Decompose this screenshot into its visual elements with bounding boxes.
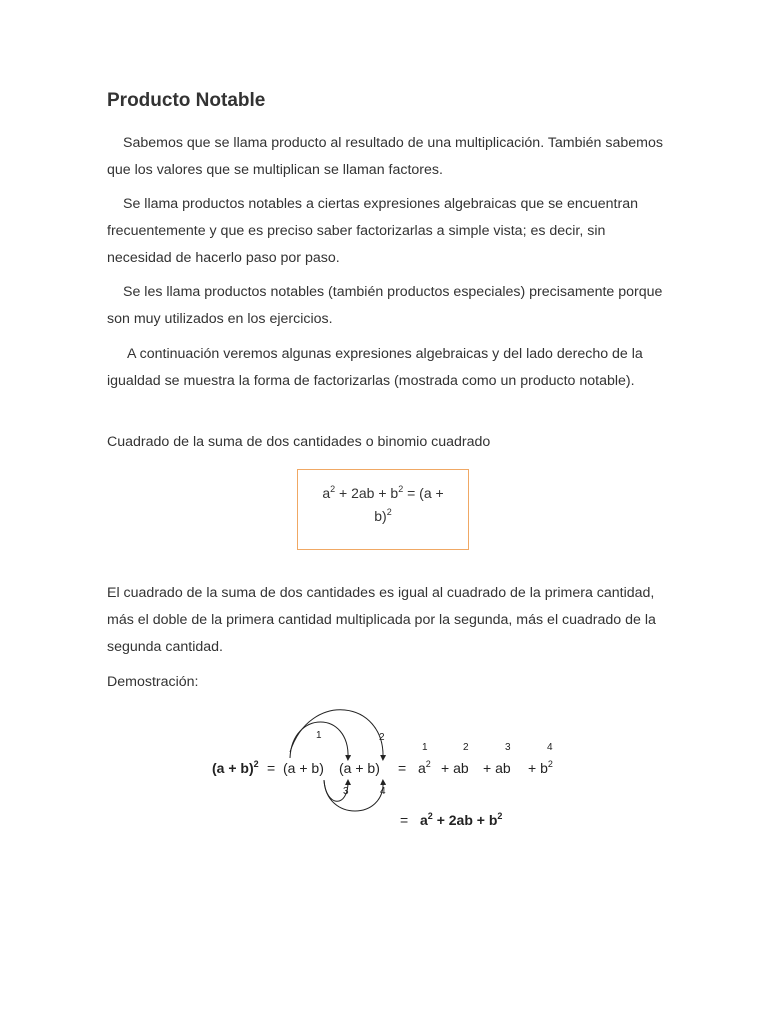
step-number-3: 3 [505, 742, 511, 753]
equals-sign-2: = [398, 760, 407, 776]
paragraph-2: Se llama productos notables a ciertas expresiones algebraicas que se encuentran frecuentemente y que es preciso saber factorizarlas a simple vista; es decir, sin necesidad de hacerlo paso por paso. [107, 196, 639, 266]
section-heading: Cuadrado de la suma de dos cantidades o binomio cuadrado [107, 434, 491, 450]
arrow-label-4: 4 [380, 786, 386, 797]
rhs-term-3: + ab [483, 760, 511, 776]
equals-sign-3: = [400, 812, 409, 828]
rhs-term-1: $a^2$ [418, 759, 431, 776]
arrow-2 [290, 710, 383, 758]
step-number-1: 1 [422, 742, 428, 753]
demonstration-label: Demostración: [107, 674, 199, 690]
rhs-term-2: + ab [441, 760, 469, 776]
factor-2: (a + b) [339, 760, 380, 776]
formula-line-1: $a^2 + 2ab + b^2 = (a$ + [322, 484, 444, 501]
arrow-label-3: 3 [343, 786, 349, 797]
step-number-4: 4 [547, 742, 553, 753]
arrow-label-2: 2 [379, 732, 385, 743]
factor-1: (a + b) [283, 760, 324, 776]
step-number-2: 2 [463, 742, 469, 753]
result-expression: $a^2 + 2ab + b^2$ [420, 811, 503, 828]
paragraph-3: Se les llama productos notables (también productos especiales) precisamente porque son muy utilizados en los ejercicios. [107, 284, 663, 327]
equals-sign-1: = [267, 760, 276, 776]
formula-line-2: b)$^2$ [374, 507, 392, 524]
demonstration-diagram [200, 700, 580, 840]
formula-box [297, 469, 469, 550]
rhs-term-4: + $b^2$ [528, 759, 553, 776]
paragraph-1: Sabemos que se llama producto al resultado de una multiplicación. También sabemos que los valores que se multiplican se llaman factores. [107, 135, 663, 178]
lhs-expression: $(a + b)^2$ [212, 759, 259, 776]
paragraph-4: A continuación veremos algunas expresiones algebraicas y del lado derecho de la igualdad se muestra la forma de factorizarlas (mostrada como un producto notable). [107, 346, 643, 389]
page-title: Producto Notable [107, 90, 266, 111]
arrow-label-1: 1 [316, 730, 322, 741]
explanation-paragraph: El cuadrado de la suma de dos cantidades es igual al cuadrado de la primera cantidad, más el doble de la primera cantidad multiplicada por la segunda, más el cuadrado de la segunda cantidad. [107, 585, 656, 655]
arrow-4 [324, 780, 383, 811]
